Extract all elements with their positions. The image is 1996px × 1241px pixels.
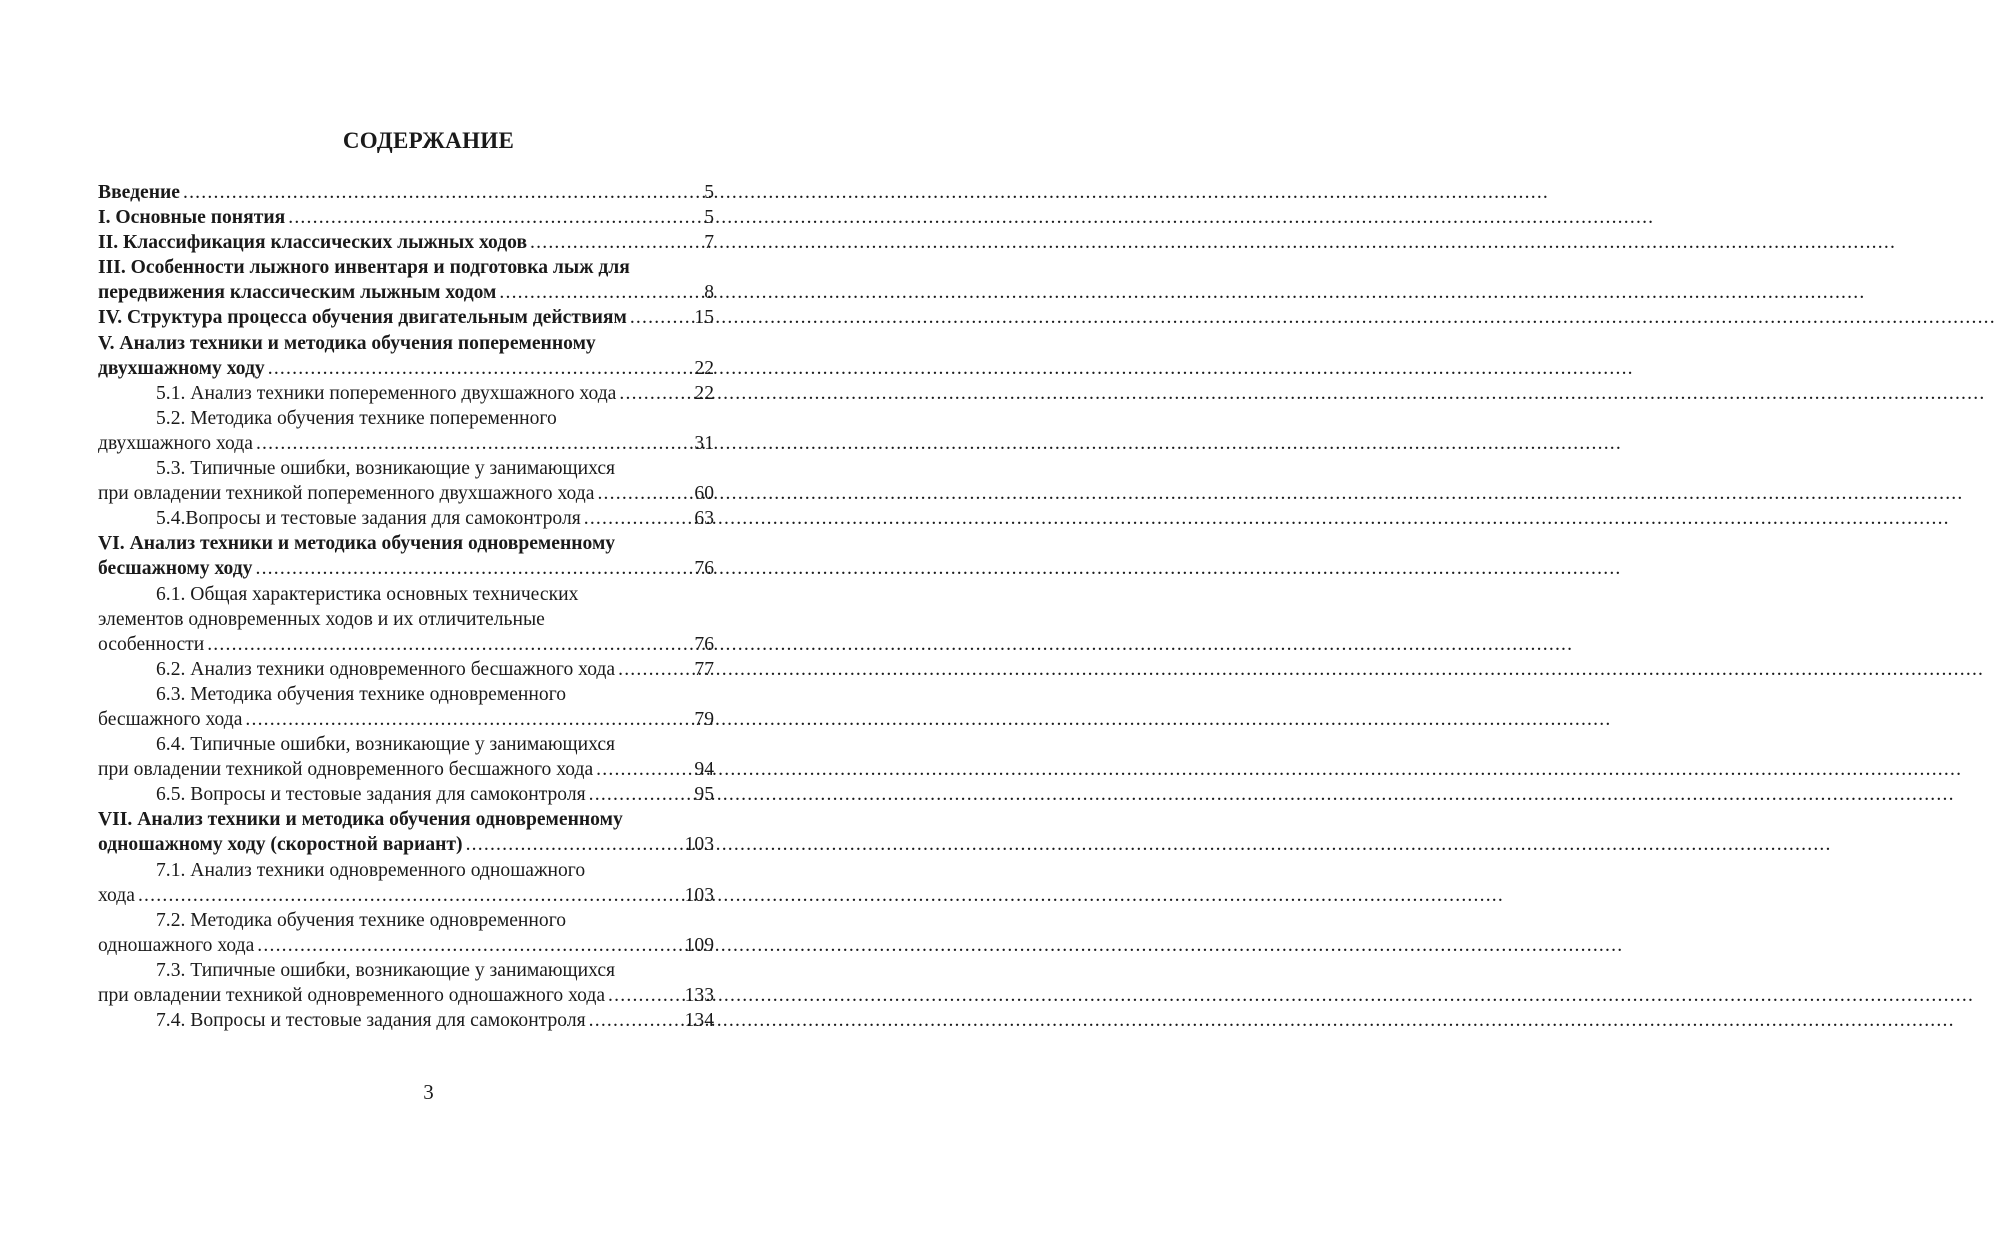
dot-leader bbox=[466, 832, 683, 857]
toc-entry bbox=[98, 456, 714, 481]
toc-entry bbox=[98, 556, 714, 581]
toc-entry-text: IV. Структура процесса обучения двигательным действиям bbox=[98, 307, 627, 329]
dot-leader bbox=[530, 230, 702, 255]
dot-leader bbox=[255, 556, 692, 581]
toc-entry-text: VI. Анализ техники и методика обучения одновременному bbox=[98, 533, 616, 555]
dot-leader bbox=[608, 983, 683, 1008]
toc-entry-page: 15 bbox=[694, 307, 714, 329]
toc-entry bbox=[98, 832, 714, 857]
toc-entry bbox=[98, 682, 714, 707]
toc-entry-page: 31 bbox=[694, 432, 714, 454]
toc-entry-text: передвижения классическим лыжным ходом bbox=[98, 282, 497, 304]
toc-entry bbox=[98, 331, 714, 356]
toc-entry-page: 60 bbox=[694, 483, 714, 505]
toc-entry bbox=[98, 732, 714, 757]
toc-entry bbox=[98, 481, 714, 506]
toc-entry-text: 5.2. Методика обучения технике попеременного bbox=[156, 407, 557, 429]
dot-leader bbox=[597, 481, 692, 506]
toc-entry-text: особенности bbox=[98, 633, 205, 655]
dot-leader bbox=[288, 205, 702, 230]
dot-leader bbox=[618, 657, 692, 682]
toc-entry bbox=[98, 506, 714, 531]
toc-entry bbox=[98, 431, 714, 456]
toc-entry-text: бесшажного хода bbox=[98, 708, 243, 730]
toc-entry-text: одношажному ходу (скоростной вариант) bbox=[98, 834, 463, 856]
page-number: 3 bbox=[423, 1080, 434, 1104]
toc-entry-text: VII. Анализ техники и методика обучения одновременному bbox=[98, 809, 623, 831]
toc-entry-text: при овладении техникой одновременного одношажного хода bbox=[98, 985, 606, 1006]
toc-entry-text: 6.2. Анализ техники одновременного бесшажного хода bbox=[156, 658, 616, 680]
toc-entry-text: V. Анализ техники и методика обучения попеременному bbox=[98, 332, 596, 354]
toc-entry bbox=[98, 958, 714, 983]
toc-entry bbox=[98, 757, 714, 782]
dot-leader bbox=[245, 707, 692, 732]
toc-entry bbox=[98, 582, 714, 607]
toc-entry-text: 7.3. Типичные ошибки, возникающие у занимающихся bbox=[156, 959, 616, 981]
toc-entry-text: Введение bbox=[98, 182, 180, 203]
toc-entry-text: при овладении техникой одновременного бесшажного хода bbox=[98, 759, 594, 781]
table-of-contents bbox=[98, 180, 714, 1033]
toc-entry bbox=[98, 180, 714, 205]
toc-entry bbox=[98, 883, 714, 908]
dot-leader bbox=[499, 280, 702, 305]
toc-entry-text: при овладении техникой попеременного двухшажного хода bbox=[98, 483, 595, 505]
toc-entry bbox=[98, 205, 714, 230]
toc-entry-page: 7 bbox=[704, 232, 714, 254]
toc-entry-text: 7.1. Анализ техники одновременного одношажного bbox=[156, 859, 586, 881]
toc-entry-text: двухшажному ходу bbox=[98, 357, 265, 379]
toc-entry-text: 7.2. Методика обучения технике одновременного bbox=[156, 909, 567, 931]
toc-entry bbox=[98, 933, 714, 958]
toc-entry bbox=[98, 230, 714, 255]
toc-entry-page: 22 bbox=[694, 357, 714, 379]
toc-entry-page: 5 bbox=[704, 182, 714, 203]
dot-leader bbox=[138, 883, 683, 908]
toc-entry bbox=[98, 782, 714, 807]
toc-entry-text: 6.3. Методика обучения технике одновременного bbox=[156, 683, 567, 705]
toc-entry bbox=[98, 356, 714, 381]
toc-entry bbox=[98, 858, 714, 883]
toc-entry-text: хода bbox=[98, 884, 135, 906]
toc-entry-page: 8 bbox=[704, 282, 714, 304]
toc-entry-page: 5 bbox=[704, 207, 714, 229]
toc-entry-text: I. Основные понятия bbox=[98, 207, 286, 229]
dot-leader bbox=[630, 305, 693, 330]
page-title: СОДЕРЖАНИЕ bbox=[342, 128, 515, 153]
toc-entry bbox=[98, 983, 714, 1008]
toc-entry bbox=[98, 305, 714, 330]
toc-entry bbox=[98, 1008, 714, 1033]
dot-leader bbox=[584, 506, 693, 531]
dot-leader bbox=[183, 180, 702, 205]
toc-entry-page: 79 bbox=[694, 708, 714, 730]
toc-entry bbox=[98, 255, 714, 280]
toc-entry-text: двухшажного хода bbox=[98, 432, 253, 454]
toc-entry-page: 109 bbox=[684, 934, 714, 956]
toc-entry-page: 76 bbox=[694, 633, 714, 655]
toc-entry bbox=[98, 531, 714, 556]
toc-entry bbox=[98, 381, 714, 406]
toc-entry-text: бесшажному ходу bbox=[98, 558, 253, 580]
toc-entry bbox=[98, 908, 714, 933]
toc-entry-page: 95 bbox=[694, 784, 714, 806]
dot-leader bbox=[256, 431, 692, 456]
toc-entry bbox=[98, 607, 714, 632]
toc-entry-page: 76 bbox=[694, 558, 714, 580]
toc-entry bbox=[98, 807, 714, 832]
toc-entry-text: 5.4.Вопросы и тестовые задания для самоконтроля bbox=[156, 508, 581, 530]
toc-entry-page: 134 bbox=[684, 1010, 714, 1032]
toc-entry-text: 7.4. Вопросы и тестовые задания для самоконтроля bbox=[156, 1010, 586, 1032]
toc-entry-text: 5.1. Анализ техники попеременного двухшажного хода bbox=[156, 382, 617, 404]
toc-entry-text: 5.3. Типичные ошибки, возникающие у занимающихся bbox=[156, 458, 616, 480]
toc-entry-page: 63 bbox=[694, 508, 714, 530]
toc-entry-text: 6.4. Типичные ошибки, возникающие у занимающихся bbox=[156, 734, 616, 756]
dot-leader bbox=[589, 782, 693, 807]
toc-entry-page: 103 bbox=[684, 884, 714, 906]
toc-entry-text: III. Особенности лыжного инвентаря и подготовка лыж для bbox=[98, 257, 630, 279]
toc-entry bbox=[98, 280, 714, 305]
toc-entry-page: 77 bbox=[694, 658, 714, 680]
toc-entry-page: 22 bbox=[694, 382, 714, 404]
toc-entry-text: 6.5. Вопросы и тестовые задания для самоконтроля bbox=[156, 784, 586, 806]
toc-entry-text: II. Классификация классических лыжных ходов bbox=[98, 232, 528, 254]
dot-leader bbox=[207, 632, 692, 657]
toc-entry-text: 6.1. Общая характеристика основных технических bbox=[156, 583, 579, 605]
toc-entry-page: 133 bbox=[684, 985, 714, 1006]
toc-entry-text: одношажного хода bbox=[98, 934, 255, 956]
toc-entry-page: 103 bbox=[684, 834, 714, 856]
dot-leader bbox=[257, 933, 682, 958]
toc-entry bbox=[98, 406, 714, 431]
toc-entry bbox=[98, 657, 714, 682]
toc-entry bbox=[98, 707, 714, 732]
dot-leader bbox=[268, 356, 693, 381]
toc-entry-page: 94 bbox=[694, 759, 714, 781]
toc-entry-text: элементов одновременных ходов и их отличительные bbox=[98, 608, 545, 630]
dot-leader bbox=[596, 757, 692, 782]
dot-leader bbox=[589, 1008, 683, 1033]
dot-leader bbox=[619, 381, 692, 406]
toc-entry bbox=[98, 632, 714, 657]
